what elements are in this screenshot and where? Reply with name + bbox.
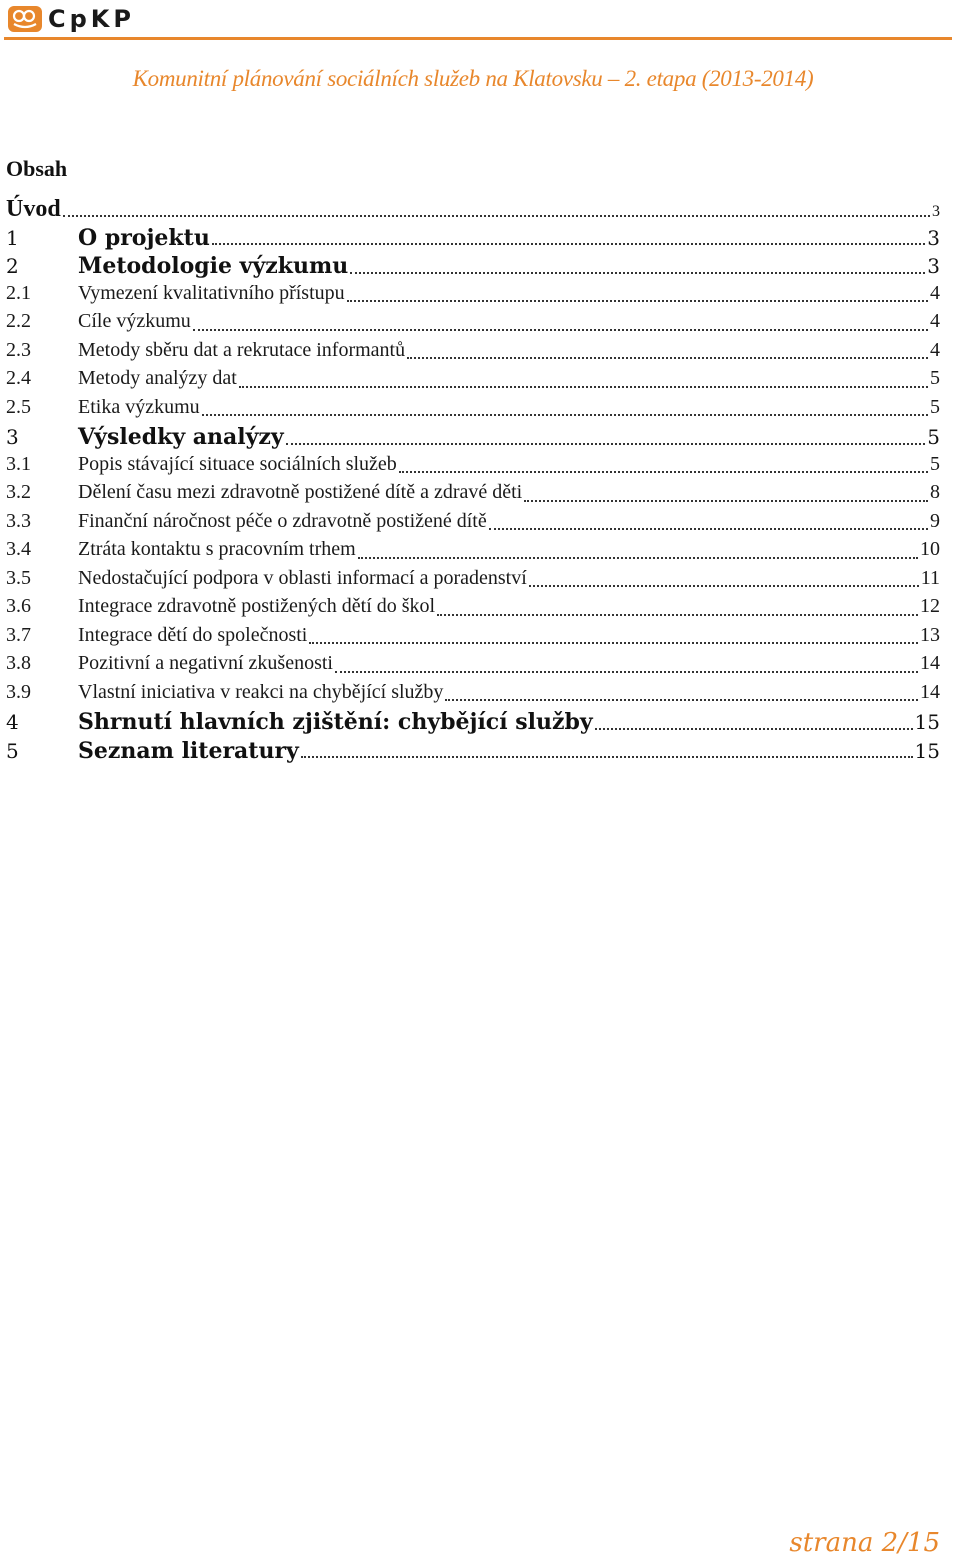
toc-entry[interactable] — [6, 282, 940, 311]
toc-entry-number: 3.3 — [6, 509, 31, 532]
toc-entry[interactable] — [6, 396, 940, 425]
toc-heading: Obsah — [6, 156, 68, 181]
toc-entry[interactable] — [6, 738, 940, 767]
toc-entry-page: 14 — [920, 680, 940, 703]
toc-entry-number: 5 — [6, 738, 19, 763]
toc-entry-number: 3.1 — [6, 452, 31, 475]
toc-entry[interactable] — [6, 310, 940, 339]
toc-entry[interactable] — [6, 624, 940, 653]
toc-entry[interactable] — [6, 225, 940, 254]
toc-entry-title: Cíle výzkumu — [78, 310, 191, 332]
toc-dot-leader — [239, 386, 928, 388]
toc-entry-page: 3 — [932, 203, 940, 220]
toc-entry-page: 11 — [920, 566, 940, 589]
toc-entry-title: Popis stávající situace sociálních služeb — [78, 452, 397, 475]
toc-entry-page: 3 — [927, 254, 940, 278]
toc-entry[interactable] — [6, 424, 940, 453]
toc-entry-title: Etika výzkumu — [78, 395, 200, 418]
toc-entry-title: Úvod — [6, 196, 61, 222]
toc-dot-leader — [309, 642, 918, 644]
toc-entry-number: 2.2 — [6, 310, 31, 332]
toc-entry-page: 5 — [930, 452, 940, 475]
toc-entry-title: Vymezení kvalitativního přístupu — [78, 281, 345, 304]
toc-entry-number: 1 — [6, 225, 19, 250]
toc-entry-number: 3.6 — [6, 595, 31, 617]
toc-dot-leader — [595, 728, 913, 730]
page-number: strana 2/15 — [789, 1528, 940, 1558]
page-header — [0, 0, 960, 40]
toc-entry[interactable] — [6, 538, 940, 567]
toc-entry-number: 2.3 — [6, 338, 31, 361]
toc-dot-leader — [212, 243, 925, 245]
toc-entry-title: Finanční náročnost péče o zdravotně postižené dítě — [78, 509, 487, 532]
toc-entry-title: Integrace zdravotně postižených dětí do škol — [78, 595, 436, 617]
toc-dot-leader — [407, 357, 928, 359]
toc-dot-leader — [358, 557, 918, 559]
toc-dot-leader — [445, 699, 918, 701]
toc-entry-title: Metodologie výzkumu — [78, 253, 349, 279]
toc-entry[interactable] — [6, 681, 940, 710]
toc-entry-title: Integrace dětí do společnosti — [78, 623, 308, 646]
toc-entry-number: 3.8 — [6, 652, 31, 674]
toc-entry-number: 3.2 — [6, 481, 31, 503]
toc-dot-leader — [202, 414, 928, 416]
toc-entry[interactable] — [6, 196, 940, 225]
toc-entry-number: 2.1 — [6, 281, 31, 304]
toc-dot-leader — [347, 300, 928, 302]
toc-entry-title: Ztráta kontaktu s pracovním trhem — [78, 538, 356, 560]
toc-entry-page: 15 — [914, 738, 940, 763]
toc-dot-leader — [193, 329, 928, 331]
document-title: Komunitní plánování sociálních služeb na Klatovsku – 2. etapa (2013-2014) — [132, 66, 814, 91]
toc-entry-page: 4 — [930, 338, 940, 361]
toc-entry-page: 15 — [914, 710, 940, 734]
toc-entry[interactable] — [6, 253, 940, 282]
toc-entry[interactable] — [6, 339, 940, 368]
toc-entry-number: 4 — [6, 710, 19, 734]
toc-entry-page: 3 — [927, 225, 940, 250]
toc-entry-page: 13 — [920, 623, 940, 646]
toc-dot-leader — [524, 500, 928, 502]
toc-entry-title: O projektu — [78, 224, 210, 251]
toc-entry-title: Metody analýzy dat — [78, 367, 237, 389]
toc-entry-title: Nedostačující podpora v oblasti informací a poradenství — [78, 566, 527, 589]
toc-dot-leader — [286, 443, 926, 445]
toc-entry-page: 5 — [930, 395, 940, 418]
toc-entry-number: 3.4 — [6, 538, 31, 560]
toc-dot-leader — [437, 614, 918, 616]
toc-entry[interactable] — [6, 510, 940, 539]
toc-dot-leader — [489, 528, 928, 530]
toc-dot-leader — [350, 272, 925, 274]
table-of-contents — [6, 196, 940, 766]
toc-entry[interactable] — [6, 481, 940, 510]
toc-entry-title: Vlastní iniciativa v reakci na chybějící služby — [78, 680, 444, 703]
toc-entry-number: 3 — [6, 425, 19, 449]
toc-entry-title: Metody sběru dat a rekrutace informantů — [78, 338, 406, 361]
toc-entry[interactable] — [6, 652, 940, 681]
toc-entry[interactable] — [6, 367, 940, 396]
toc-entry-number: 3.9 — [6, 680, 31, 703]
toc-entry-number: 3.7 — [6, 623, 31, 646]
toc-entry-number: 2.4 — [6, 367, 31, 389]
toc-dot-leader — [301, 756, 913, 758]
toc-entry-title: Seznam literatury — [78, 737, 299, 764]
toc-entry-page: 4 — [930, 281, 940, 304]
logo-text: CpKP — [48, 5, 135, 33]
toc-dot-leader — [399, 471, 928, 473]
toc-entry-page: 9 — [930, 509, 940, 532]
toc-entry[interactable] — [6, 709, 940, 738]
toc-entry[interactable] — [6, 595, 940, 624]
toc-entry-title: Výsledky analýzy — [78, 424, 284, 450]
cpkp-logo-icon — [8, 6, 42, 32]
toc-entry-number: 2 — [6, 254, 19, 278]
toc-entry-page: 14 — [920, 652, 940, 674]
toc-entry[interactable] — [6, 567, 940, 596]
toc-dot-leader — [335, 671, 918, 673]
toc-entry-page: 10 — [920, 538, 940, 560]
toc-entry-page: 8 — [930, 481, 940, 503]
cpkp-logo — [8, 5, 135, 33]
toc-dot-leader — [63, 215, 930, 217]
toc-entry-page: 12 — [920, 595, 940, 617]
toc-entry-number: 3.5 — [6, 566, 31, 589]
toc-entry-number: 2.5 — [6, 395, 31, 418]
toc-dot-leader — [529, 585, 919, 587]
header-divider — [4, 37, 952, 40]
toc-entry[interactable] — [6, 453, 940, 482]
toc-entry-title: Dělení času mezi zdravotně postižené dítě a zdravé děti — [78, 481, 523, 503]
toc-entry-title: Shrnutí hlavních zjištění: chybějící služby — [78, 709, 593, 735]
toc-entry-page: 5 — [930, 367, 940, 389]
toc-entry-page: 4 — [930, 310, 940, 332]
toc-entry-title: Pozitivní a negativní zkušenosti — [78, 652, 333, 674]
toc-entry-page: 5 — [927, 425, 940, 449]
